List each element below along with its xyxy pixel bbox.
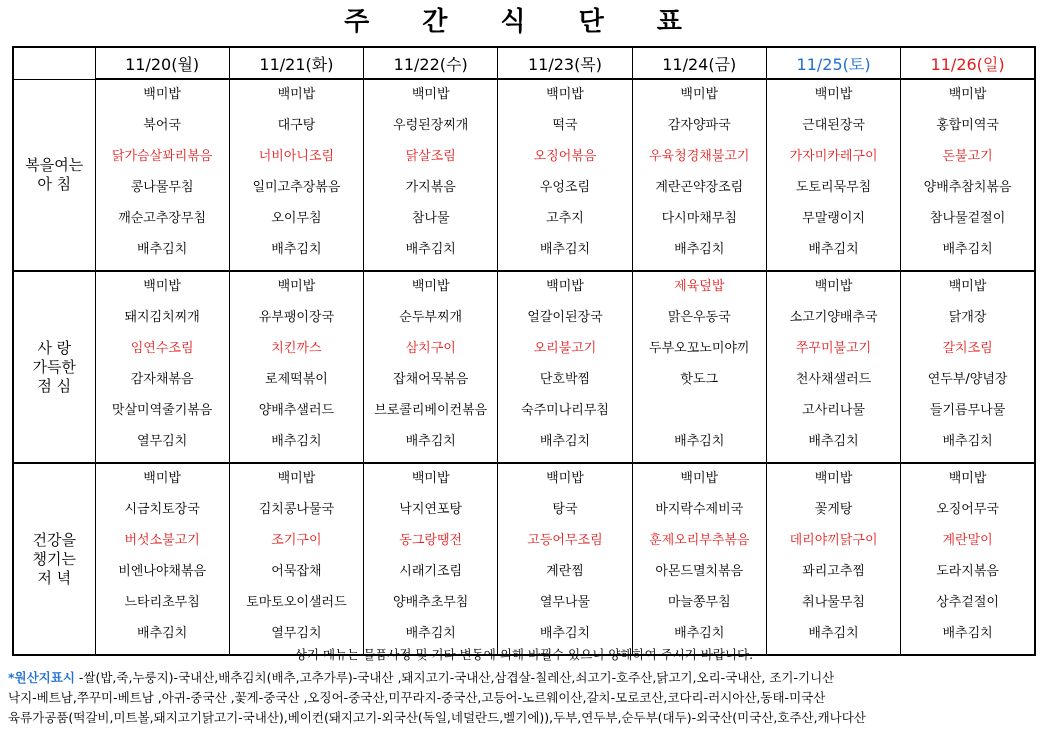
menu-item: 시금치토장국	[124, 502, 200, 517]
menu-item: 맛살미역줄기볶음	[111, 403, 213, 418]
menu-item: 열무김치	[271, 626, 322, 641]
menu-item: 아몬드멸치볶음	[655, 564, 744, 579]
meal-label-line: 저 녁	[37, 568, 72, 587]
menu-item: 시래기조림	[399, 564, 463, 579]
main-dish-item: 임연수조림	[130, 341, 194, 356]
menu-item: 마늘쫑무침	[667, 595, 731, 610]
menu-item: 배추김치	[674, 434, 725, 449]
menu-item: 배추김치	[271, 434, 322, 449]
menu-item: 백미밥	[143, 471, 181, 486]
menu-item: 배추김치	[539, 242, 591, 257]
menu-item: 콩나물무침	[130, 180, 194, 195]
origin-text-1: -쌀(밥,죽,누룽지)-국내산,배추김치(배추,고추가루)-국내산 ,돼지고기-국내산,삼겹살-칠레산,쇠고기-호주산,닭고기,오리-국내산, 조기-기니산	[74, 670, 835, 685]
weekly-menu-table	[12, 46, 1036, 656]
menu-item: 김치콩나물국	[258, 502, 335, 517]
meal-row-lunch	[13, 271, 1035, 463]
main-dish-item: 치킨까스	[271, 341, 322, 356]
menu-cell	[766, 463, 900, 655]
menu-item: 배추김치	[539, 626, 591, 641]
main-dish-item: 계란말이	[942, 533, 993, 548]
menu-item: 느타리초무침	[124, 595, 200, 610]
menu-item: 고사리나물	[802, 403, 865, 418]
day-header-mon: 11/20(월)	[95, 47, 229, 79]
menu-cell	[901, 271, 1035, 463]
menu-cell	[766, 271, 900, 463]
day-header-wed: 11/22(수)	[364, 47, 498, 79]
menu-item: 오징어무국	[936, 502, 999, 517]
menu-item: 돼지김치찌개	[124, 310, 200, 325]
main-dish-item: 우육청경채불고기	[649, 149, 750, 164]
menu-item: 도토리묵무침	[795, 180, 872, 195]
menu-item: 배추김치	[942, 242, 993, 257]
menu-item: 백미밥	[948, 87, 987, 102]
day-header-sun: 11/26(일)	[901, 47, 1035, 79]
menu-item: 소고기양배추국	[789, 310, 878, 325]
menu-item: 북어국	[143, 118, 181, 133]
main-dish-item: 쭈꾸미불고기	[795, 341, 872, 356]
menu-item: 꽃게탕	[814, 502, 853, 517]
main-dish-item: 훈제오리부추볶음	[649, 533, 750, 548]
menu-item: 배추김치	[674, 626, 725, 641]
main-dish-item: 갈치조림	[942, 341, 993, 356]
menu-item: 양배추초무침	[393, 595, 469, 610]
menu-cell	[364, 463, 498, 655]
menu-item: 배추김치	[674, 242, 725, 257]
main-dish-item: 데리야끼닭구이	[789, 533, 878, 548]
meal-label-dinner	[13, 463, 95, 655]
menu-item: 잡채어묵볶음	[393, 372, 469, 387]
menu-item: 열무나물	[539, 595, 591, 610]
menu-cell	[498, 271, 632, 463]
day-header-row	[13, 47, 1035, 79]
menu-item: 계란찜	[546, 564, 584, 579]
menu-cell	[364, 79, 498, 271]
meal-row-breakfast	[13, 79, 1035, 271]
notice-text: 상기 메뉴는 물품사정 및 기타 변동에 의해 바뀔수 있으니 양해하여 주시기 바랍니다.	[294, 647, 754, 662]
meal-label-line: 복을여는	[25, 155, 84, 174]
menu-item: 백미밥	[143, 279, 181, 294]
menu-item: 배추김치	[808, 242, 859, 257]
menu-item: 브로콜리베이컨볶음	[374, 403, 488, 418]
menu-item: 대구탕	[277, 118, 316, 133]
main-dish-item: 버섯소불고기	[124, 533, 200, 548]
menu-item: 백미밥	[814, 279, 853, 294]
menu-cell	[766, 79, 900, 271]
menu-body	[13, 79, 1035, 655]
main-dish-item: 오징어볶음	[533, 149, 597, 164]
menu-cell	[229, 271, 363, 463]
menu-item: 천사채샐러드	[795, 372, 872, 387]
menu-item: 백미밥	[948, 279, 987, 294]
menu-item: 취나물무침	[802, 595, 865, 610]
menu-item: 다시마채무침	[661, 211, 737, 226]
menu-item: 어묵잡채	[271, 564, 322, 579]
menu-item: 홍합미역국	[936, 118, 999, 133]
menu-item: 감자채볶음	[130, 372, 194, 387]
menu-item: 배추김치	[405, 626, 456, 641]
menu-item: 순두부찌개	[399, 310, 463, 325]
menu-item: 백미밥	[546, 87, 584, 102]
main-dish-item: 돈불고기	[942, 149, 993, 164]
main-dish-item: 조기구이	[271, 533, 322, 548]
menu-item: 백미밥	[546, 279, 584, 294]
menu-item: 백미밥	[411, 279, 450, 294]
origin-line-2: 낙지-베트남,쭈꾸미-베트남 ,아귀-중국산 ,꽃게-중국산 ,오징어-중국산,미꾸라지-중국산,고등어-노르웨이산,갈치-모로코산,코다리-러시아산,동태-미국산	[8, 690, 826, 705]
menu-item: 일미고추장볶음	[252, 180, 341, 195]
menu-cell	[632, 271, 766, 463]
menu-item: 오이무침	[271, 211, 322, 226]
menu-cell	[229, 79, 363, 271]
menu-item: 백미밥	[680, 87, 719, 102]
menu-cell	[95, 271, 229, 463]
menu-item: 유부팽이장국	[258, 310, 335, 325]
menu-item: 핫도그	[680, 372, 719, 387]
menu-item: 배추김치	[137, 242, 188, 257]
menu-item: 백미밥	[411, 87, 450, 102]
origin-line-3: 육류가공품(떡갈비,미트볼,돼지고기닭고기-국내산),베이컨(돼지고기-외국산(독일,네덜란드,벨기에)),두부,연두부,순두부(대두)-외국산(미국산,호주산,캐나다산	[8, 710, 866, 725]
menu-cell	[632, 79, 766, 271]
menu-item: 백미밥	[277, 471, 316, 486]
menu-item: 맑은우동국	[667, 310, 731, 325]
menu-cell	[498, 79, 632, 271]
main-dish-item: 닭가슴살꽈리볶음	[111, 149, 213, 164]
menu-item: 배추김치	[405, 434, 456, 449]
menu-item: 로제떡볶이	[265, 372, 328, 387]
menu-item: 탕국	[552, 502, 578, 517]
main-dish-item: 제육덮밥	[674, 279, 725, 294]
menu-item: 꽈리고추찜	[802, 564, 865, 579]
menu-item: 낙지연포탕	[399, 502, 463, 517]
menu-item: 배추김치	[808, 434, 859, 449]
menu-item: 백미밥	[277, 279, 316, 294]
menu-item: 참나물겉절이	[929, 211, 1006, 226]
menu-item: 무말랭이지	[802, 211, 865, 226]
menu-item: 배추김치	[942, 626, 993, 641]
menu-item: 닭개장	[948, 310, 987, 325]
menu-item: 숙주미나리무침	[521, 403, 609, 418]
menu-cell	[95, 463, 229, 655]
menu-item: 백미밥	[814, 87, 853, 102]
menu-item: 감자양파국	[667, 118, 731, 133]
menu-cell	[229, 463, 363, 655]
menu-item: 깨순고추장무침	[118, 211, 207, 226]
menu-item: 계란곤약장조림	[655, 180, 744, 195]
meal-label-line: 아 침	[37, 174, 72, 193]
meal-label-line: 챙기는	[32, 549, 76, 568]
meal-row-dinner	[13, 463, 1035, 655]
menu-item: 양배추참치볶음	[923, 180, 1012, 195]
menu-item: 양배추샐러드	[258, 403, 335, 418]
meal-label-line: 사 랑	[37, 338, 72, 357]
day-header-tue: 11/21(화)	[229, 47, 363, 79]
menu-item: 상추겉절이	[936, 595, 999, 610]
menu-item: 백미밥	[411, 471, 450, 486]
main-dish-item: 오리불고기	[533, 341, 597, 356]
menu-item: 단호박찜	[539, 372, 591, 387]
menu-item: 배추김치	[808, 626, 859, 641]
menu-item: 백미밥	[277, 87, 316, 102]
menu-item: 배추김치	[539, 434, 591, 449]
menu-cell	[632, 463, 766, 655]
menu-item: 백미밥	[948, 471, 987, 486]
menu-item: 백미밥	[680, 471, 719, 486]
menu-cell	[95, 79, 229, 271]
meal-label-breakfast	[13, 79, 95, 271]
meal-label-line: 건강을	[32, 530, 76, 549]
corner-cell	[13, 47, 95, 79]
menu-item: 가지볶음	[405, 180, 456, 195]
menu-item	[633, 400, 766, 431]
page-title: 주 간 식 단 표	[344, 7, 704, 37]
menu-item: 고추지	[546, 211, 584, 226]
day-header-thu: 11/23(목)	[498, 47, 632, 79]
menu-cell	[498, 463, 632, 655]
main-dish-item: 동그랑땡전	[399, 533, 463, 548]
menu-item: 비엔나야채볶음	[118, 564, 207, 579]
menu-item: 얼갈이된장국	[527, 310, 603, 325]
menu-cell	[364, 271, 498, 463]
main-dish-item: 가자미카레구이	[789, 149, 878, 164]
menu-item: 연두부/양념장	[927, 372, 1008, 387]
menu-cell	[901, 79, 1035, 271]
menu-item: 우렁된장찌개	[393, 118, 469, 133]
menu-item: 백미밥	[143, 87, 181, 102]
origin-info	[8, 668, 1042, 728]
menu-item: 바지락수제비국	[655, 502, 744, 517]
menu-item: 토마토오이샐러드	[246, 595, 347, 610]
day-header-fri: 11/24(금)	[632, 47, 766, 79]
menu-item: 배추김치	[271, 242, 322, 257]
menu-item: 열무김치	[137, 434, 188, 449]
origin-label: *원산지표시	[8, 670, 75, 685]
meal-label-line: 점 심	[37, 376, 72, 395]
menu-item: 백미밥	[546, 471, 584, 486]
main-dish-item: 고등어무조림	[527, 533, 603, 548]
main-dish-item: 삼치구이	[405, 341, 456, 356]
menu-item: 배추김치	[405, 242, 456, 257]
meal-label-lunch	[13, 271, 95, 463]
menu-item: 참나물	[411, 211, 450, 226]
menu-item: 근대된장국	[802, 118, 865, 133]
menu-item: 백미밥	[814, 471, 853, 486]
menu-item: 우엉조림	[539, 180, 591, 195]
menu-item: 도라지볶음	[936, 564, 999, 579]
main-dish-item: 닭살조림	[405, 149, 456, 164]
menu-cell	[901, 463, 1035, 655]
meal-label-line: 가득한	[32, 357, 76, 376]
menu-item: 들기름무나물	[929, 403, 1006, 418]
menu-item: 배추김치	[942, 434, 993, 449]
menu-item: 두부오꼬노미야끼	[649, 341, 750, 356]
day-header-sat: 11/25(토)	[766, 47, 900, 79]
origin-line-1	[8, 668, 1042, 688]
main-dish-item: 너비아니조림	[258, 149, 335, 164]
menu-item: 떡국	[552, 118, 578, 133]
menu-item: 배추김치	[137, 626, 188, 641]
